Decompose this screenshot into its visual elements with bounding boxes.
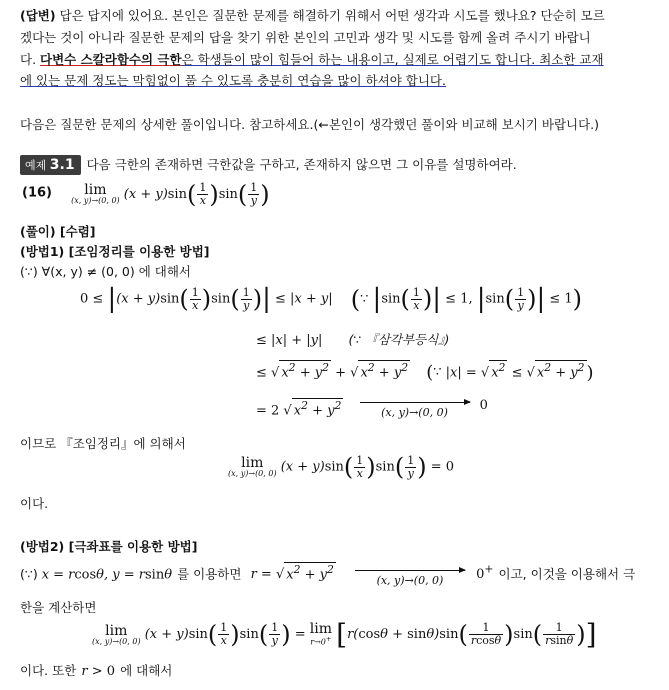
answer-line-2: 겠다는 것이 아니라 질문한 문제의 답을 찾기 위한 본인의 고민과 생각 및 시도를 함께 올려 주시기 바랍니 bbox=[20, 30, 591, 45]
ida-2: 이다. 또한 r > 0 에 대해서 bbox=[20, 663, 173, 679]
problem-16 bbox=[22, 180, 270, 208]
answer-line-3 bbox=[20, 50, 604, 68]
method2-heading: (방법2) [극좌표를 이용한 방법] bbox=[20, 539, 198, 554]
solution-heading: (풀이) [수렴] bbox=[20, 224, 96, 239]
ida-1: 이다. bbox=[20, 496, 49, 511]
inequality-line-1: 0 ≤ |(x + y)sin( $\frac{1}{x}$ )sin( $\frac{1}{y}$ )| ≤ |x + y| (∵ |sin( $\frac{1}{x}$ )| ≤ 1, |sin( $\frac{1}{y}$ )| ≤ 1) bbox=[80, 284, 583, 314]
problem-expression: lim (x, y)→(0, 0) (x + y)sin( $\frac{1}{x}$ )sin( $\frac{1}{y}$ ) bbox=[71, 180, 270, 208]
therefore-text: 이므로 『조임정리』에 의해서 bbox=[20, 436, 186, 451]
polar-limit: lim (x, y)→(0, 0) (x + y)sin( $\frac{1}{x}$ )sin( $\frac{1}{y}$ ) = lim r→0+ [r(cosθ + sinθ)sin( $\frac{1}{rcos\theta}$ )sin( $\frac{1}{rsin\theta}$ )] bbox=[92, 618, 597, 651]
answer-text-3c: 최소한 교재 bbox=[535, 52, 604, 67]
problem-number: (16) bbox=[22, 185, 52, 201]
answer-line-4: 에 있는 문제 정도는 막힘없이 풀 수 있도록 충분히 연습을 많이 하셔야 합니다. bbox=[20, 73, 446, 88]
limit-arrow-1: (x, y)→(0, 0) bbox=[360, 402, 470, 419]
example-badge: 예제 3.1 bbox=[20, 155, 81, 175]
inequality-line-2: ≤ |x| + |y| (∵ 『삼각부등식』) bbox=[256, 332, 450, 348]
inequality-line-3: ≤ √ $x^2 + y^2$ + √ $x^2 + y^2$ (∵ |x| = √ $x^2$ ≤ √ $x^2 + y^2$ ) bbox=[256, 361, 594, 384]
answer-line-1 bbox=[20, 6, 605, 24]
limit-result: lim (x, y)→(0, 0) (x + y)sin( $\frac{1}{x}$ )sin( $\frac{1}{y}$ ) = 0 bbox=[228, 453, 455, 481]
limit-arrow-2: (x, y)→(0, 0) bbox=[355, 562, 465, 587]
example-header bbox=[20, 155, 517, 175]
triangle-hint: (∵ 『삼각부등식』) bbox=[348, 332, 450, 347]
answer-text-1: 답은 답지에 있어요. 본인은 질문한 문제를 해결하기 위해서 어떤 생각과 시도를 했나요? 단순히 모르 bbox=[59, 8, 605, 23]
polar-line-2: 한을 계산하면 bbox=[20, 600, 97, 615]
inequality-line-4: = 2 √ $x^2 + y^2$ (x, y)→(0, 0) 0 bbox=[256, 398, 488, 420]
because-for-all: (∵) ∀(x, y) ≠ (0, 0) 에 대해서 bbox=[20, 264, 191, 279]
answer-text-3b: 은 학생들이 많이 힘들어 하는 내용이고, 실제로 어렵기도 합니다. bbox=[181, 52, 536, 67]
answer-text-3a: 다. bbox=[20, 52, 41, 67]
method1-heading: (방법1) [조임정리를 이용한 방법] bbox=[20, 244, 210, 259]
highlight-multivariable-limit: 다변수 스칼라함수의 극한 bbox=[40, 52, 182, 67]
example-statement: 다음 극한의 존재하면 극한값을 구하고, 존재하지 않으면 그 이유를 설명하여라. bbox=[86, 157, 517, 172]
polar-line: (∵) x = rcosθ, y = rsinθ 를 이용하면 r = √ $x^2 + y^2$ (x, y)→(0, 0) 0+ 이고, 이것을 이용해서 극 bbox=[20, 563, 636, 587]
answer-tag: (답변) bbox=[20, 8, 56, 23]
intro-text: 다음은 질문한 문제의 상세한 풀이입니다. 참고하세요.(←본인이 생각했던 풀이와 비교해 보시기 바랍니다.) bbox=[20, 117, 600, 132]
